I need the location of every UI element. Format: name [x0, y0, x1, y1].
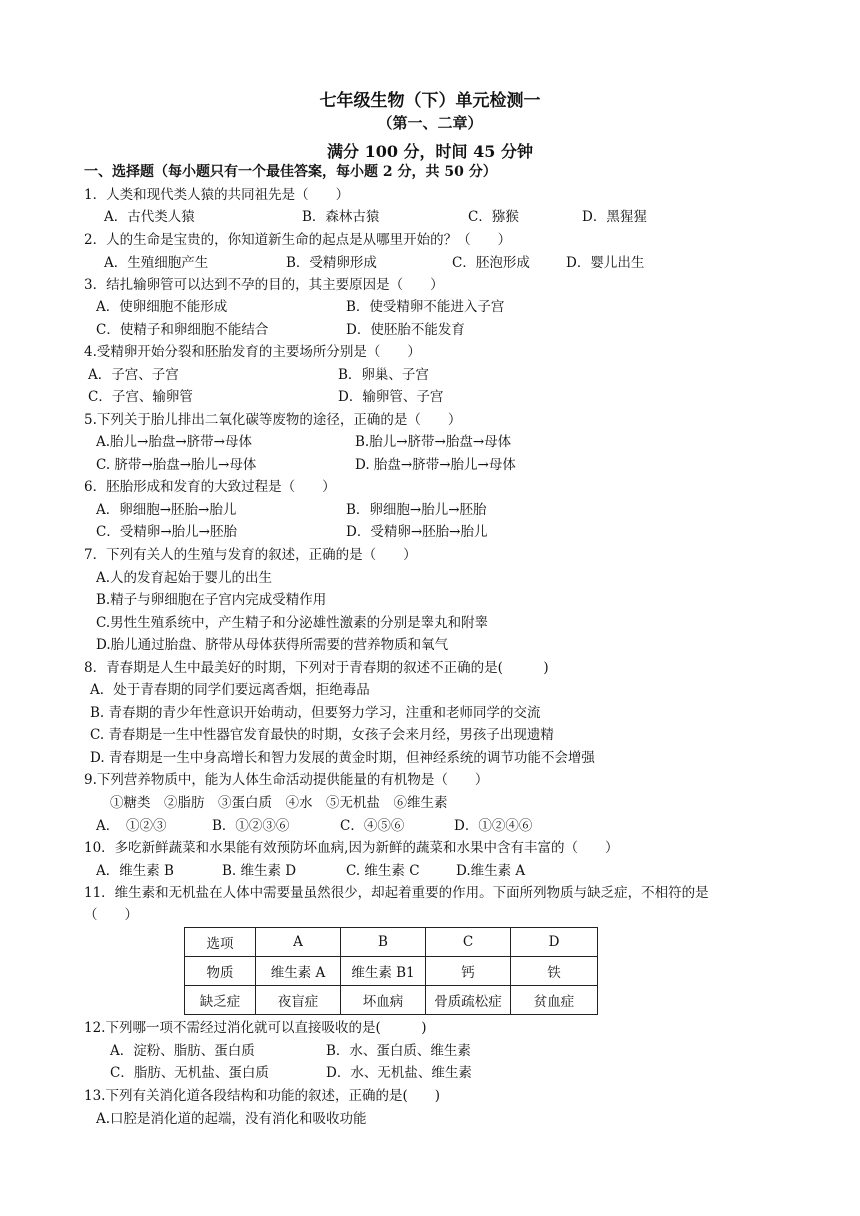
- option: D．输卵管、子宫: [338, 389, 444, 405]
- table-cell: 坏血病: [341, 986, 426, 1015]
- option: C．脂肪、无机盐、蛋白质: [110, 1065, 269, 1081]
- vitamin-table: [184, 927, 598, 1015]
- option: A．卵细胞→胚胎→胎儿: [96, 502, 237, 518]
- option: C．④⑤⑥: [340, 818, 405, 834]
- option: B．①②③⑥: [212, 818, 290, 834]
- option: B．卵巢、子宫: [338, 367, 429, 383]
- table-cell: 缺乏症: [185, 986, 256, 1015]
- option: C. 脐带→胎盘→胎儿→母体: [96, 457, 257, 473]
- question-stem: 2．人的生命是宝贵的，你知道新生命的起点是从哪里开始的？（ ）: [84, 232, 512, 248]
- option: C．子宫、输卵管: [88, 389, 193, 405]
- table-row: [185, 957, 598, 986]
- option: A．使卵细胞不能形成: [96, 299, 228, 315]
- option: B．森林古猿: [302, 209, 380, 225]
- option: D．①②④⑥: [454, 818, 533, 834]
- section-heading: 一、选择题（每小题只有一个最佳答案，每小题 2 分，共 50 分）: [84, 164, 497, 180]
- option: B．水、蛋白质、维生素: [326, 1043, 471, 1059]
- option: A.口腔是消化道的起端，没有消化和吸收功能: [96, 1111, 367, 1127]
- option: C．猕猴: [468, 209, 519, 225]
- option: B．受精卵形成: [286, 255, 377, 271]
- table-cell: A: [256, 928, 341, 957]
- option: D．水、无机盐、维生素: [326, 1065, 472, 1081]
- table-cell: 物质: [185, 957, 256, 986]
- question-stem: 5.下列关于胎儿排出二氧化碳等废物的途径，正确的是（ ）: [84, 412, 462, 428]
- option: D. 胎盘→脐带→胎儿→母体: [355, 457, 516, 473]
- option: C.男性生殖系统中，产生精子和分泌雄性激素的分别是睾丸和附睾: [96, 615, 489, 631]
- option: A．生殖细胞产生: [104, 255, 209, 271]
- table-cell: 维生素 B1: [341, 957, 426, 986]
- option: D.维生素 A: [456, 863, 526, 879]
- question-stem: 9.下列营养物质中，能为人体生命活动提供能量的有机物是（ ）: [84, 772, 489, 788]
- table-cell: D: [511, 928, 598, 957]
- question-stem: 11．维生素和无机盐在人体中需要量虽然很少，却起着重要的作用。下面所列物质与缺乏症，不相符的是: [84, 885, 709, 901]
- option: B.精子与卵细胞在子宫内完成受精作用: [96, 592, 327, 608]
- question-stem: 1．人类和现代类人猿的共同祖先是（ ）: [84, 187, 350, 203]
- table-cell: 选项: [185, 928, 256, 957]
- option: C. 青春期是一生中性器官发育最快的时期，女孩子会来月经，男孩子出现遗精: [90, 727, 554, 743]
- question-stem: 4.受精卵开始分裂和胚胎发育的主要场所分别是（ ）: [84, 344, 421, 360]
- option: D．黑猩猩: [582, 209, 647, 225]
- question-stem-continued: （ ）: [84, 907, 138, 923]
- table-row: [185, 928, 598, 957]
- table-row: [185, 986, 598, 1015]
- option: A．处于青春期的同学们要远离香烟，拒绝毒品: [90, 682, 370, 698]
- option: B．卵细胞→胎儿→胚胎: [346, 502, 487, 518]
- table-cell: C: [426, 928, 511, 957]
- question-stem: 6．胚胎形成和发育的大致过程是（ ）: [84, 479, 336, 495]
- option: D. 青春期是一生中身高增长和智力发展的黄金时期，但神经系统的调节功能不会增强: [90, 750, 595, 766]
- question-stem: 7．下列有关人的生殖与发育的叙述，正确的是（ ）: [84, 547, 417, 563]
- option: B．使受精卵不能进入子宫: [346, 299, 505, 315]
- option: C．胚泡形成: [452, 255, 530, 271]
- option: A．古代类人猿: [104, 209, 195, 225]
- nutrient-list: ①糖类 ②脂肪 ③蛋白质 ④水 ⑤无机盐 ⑥维生素: [110, 795, 448, 811]
- page-title: 七年级生物（下）单元检测一: [319, 91, 541, 111]
- page-subtitle: （第一、二章）: [377, 114, 483, 132]
- option: A.胎儿→胎盘→脐带→母体: [96, 434, 252, 450]
- option: C. 维生素 C: [346, 863, 420, 879]
- table-cell: 夜盲症: [256, 986, 341, 1015]
- option: D．婴儿出生: [566, 255, 645, 271]
- option: A．维生素 B: [96, 863, 174, 879]
- question-stem: 10．多吃新鲜蔬菜和水果能有效预防坏血病,因为新鲜的蔬菜和水果中含有丰富的（ ）: [84, 840, 619, 856]
- table-cell: B: [341, 928, 426, 957]
- option: C．受精卵→胎儿→胚胎: [96, 524, 237, 540]
- option: A．淀粉、脂肪、蛋白质: [110, 1043, 255, 1059]
- option: C．使精子和卵细胞不能结合: [96, 322, 269, 338]
- table-cell: 贫血症: [511, 986, 598, 1015]
- option: D．使胚胎不能发育: [346, 322, 465, 338]
- question-stem: 13.下列有关消化道各段结构和功能的叙述，正确的是( ): [84, 1088, 441, 1104]
- table-cell: 铁: [511, 957, 598, 986]
- table-cell: 维生素 A: [256, 957, 341, 986]
- option: B.胎儿→脐带→胎盘→母体: [355, 434, 512, 450]
- option: B. 青春期的青少年性意识开始萌动，但要努力学习，注重和老师同学的交流: [90, 705, 541, 721]
- option: B. 维生素 D: [222, 863, 297, 879]
- table-cell: 骨质疏松症: [426, 986, 511, 1015]
- option: A．子宫、子宫: [88, 367, 179, 383]
- question-stem: 3．结扎输卵管可以达到不孕的目的，其主要原因是（ ）: [84, 277, 444, 293]
- option: D.胎儿通过胎盘、脐带从母体获得所需要的营养物质和氧气: [96, 637, 449, 653]
- table-cell: 钙: [426, 957, 511, 986]
- option: D．受精卵→胚胎→胎儿: [346, 524, 488, 540]
- question-stem: 8．青春期是人生中最美好的时期，下列对于青春期的叙述不正确的是( ): [84, 660, 549, 676]
- option: A． ①②③: [96, 818, 167, 834]
- question-stem: 12.下列哪一项不需经过消化就可以直接吸收的是( ): [84, 1020, 427, 1036]
- exam-info: 满分 100 分，时间 45 分钟: [327, 142, 533, 161]
- option: A.人的发育起始于婴儿的出生: [96, 570, 273, 586]
